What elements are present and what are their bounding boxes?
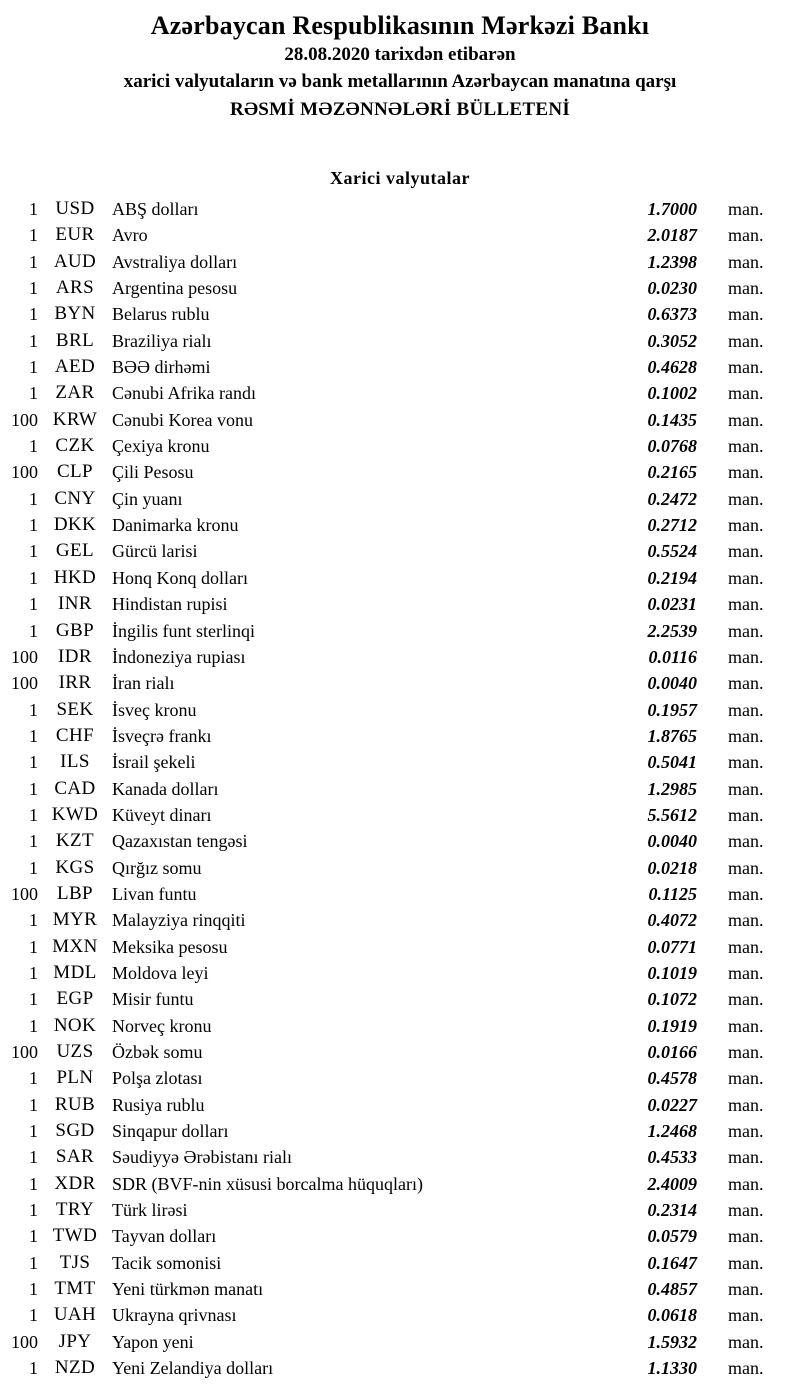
unit-label: man. [728, 910, 764, 931]
rate-row [0, 1250, 800, 1276]
unit-label: man. [728, 1042, 764, 1062]
currency-code: SAR [55, 1146, 95, 1168]
unit-label: man. [728, 1094, 764, 1115]
unit-label: man. [728, 515, 764, 536]
quantity: 1 [29, 330, 38, 351]
rate-value: 5.5612 [647, 804, 697, 825]
rate-value: 1.2398 [647, 251, 697, 272]
currency-name: Belarus rublu [112, 304, 210, 325]
rate-value: 0.0231 [647, 594, 697, 615]
rate-row [0, 749, 800, 775]
quantity: 1 [29, 488, 38, 509]
currency-code: DKK [53, 514, 97, 536]
currency-code: TWD [52, 1225, 98, 1247]
currency-name: İsrail şekeli [112, 752, 196, 773]
unit-label: man. [728, 1252, 764, 1273]
unit-label: man. [728, 1358, 764, 1379]
currency-code: SGD [55, 1120, 95, 1142]
currency-code: IDR [58, 645, 92, 667]
rate-row [0, 644, 800, 670]
currency-name: Çili Pesosu [112, 462, 194, 483]
currency-name: İndoneziya rupiası [112, 646, 246, 667]
currency-name: SDR (BVF-nin xüsusi borcalma hüquqları) [112, 1173, 423, 1194]
currency-code: JPY [58, 1330, 92, 1352]
rate-row [0, 697, 800, 723]
rate-row [0, 328, 800, 354]
currency-name: Qazaxıstan tengəsi [112, 831, 248, 852]
quantity: 1 [29, 1147, 38, 1168]
rate-row [0, 354, 800, 380]
rate-value: 0.0040 [647, 673, 697, 694]
currency-code: KGS [55, 856, 95, 878]
currency-code: CLP [56, 461, 94, 483]
rate-value: 0.0579 [647, 1226, 697, 1247]
subtitle-line: xarici valyutaların və bank metallarının Azərbaycan manatına qarşı [123, 71, 677, 92]
currency-code: USD [55, 198, 95, 219]
unit-label: man. [728, 1226, 764, 1247]
rate-value: 0.0618 [647, 1305, 697, 1326]
unit-label: man. [728, 1200, 764, 1221]
currency-code: MDL [53, 961, 97, 983]
quantity: 1 [29, 778, 38, 799]
currency-name: İran rialı [112, 673, 175, 694]
unit-label: man. [728, 936, 764, 957]
rate-value: 2.2539 [647, 620, 697, 641]
unit-label: man. [728, 199, 764, 219]
unit-label: man. [728, 646, 764, 667]
rate-value: 2.0187 [647, 225, 697, 246]
rate-row [0, 249, 800, 275]
rate-value: 1.5932 [647, 1331, 697, 1352]
quantity: 1 [29, 436, 38, 457]
unit-label: man. [728, 251, 764, 272]
currency-name: İsveçrə frankı [112, 725, 212, 746]
rate-value: 0.1647 [647, 1252, 697, 1273]
currency-name: Tayvan dolları [112, 1226, 217, 1247]
currency-name: Cənubi Afrika randı [112, 383, 256, 404]
quantity: 100 [11, 646, 38, 667]
rate-row [0, 222, 800, 248]
currency-code: PLN [56, 1067, 94, 1089]
quantity: 1 [29, 541, 38, 562]
currency-name: Honq Konq dolları [112, 567, 248, 588]
quantity: 100 [11, 1331, 38, 1352]
bulletin-title: RƏSMİ MƏZƏNNƏLƏRİ BÜLLETENİ [229, 99, 571, 120]
currency-code: LBP [56, 882, 94, 904]
currency-name: Moldova leyi [112, 962, 209, 983]
rate-row [0, 1065, 800, 1091]
rate-value: 1.2985 [647, 778, 697, 799]
currency-name: Rusiya rublu [112, 1094, 205, 1115]
quantity: 1 [29, 752, 38, 773]
unit-label: man. [728, 725, 764, 746]
currency-code: KZT [55, 830, 95, 852]
currency-code: INR [58, 593, 92, 615]
rate-row [0, 618, 800, 644]
rate-row [0, 1171, 800, 1197]
rate-row [0, 591, 800, 617]
currency-name: Yapon yeni [112, 1331, 194, 1352]
currency-code: HKD [53, 566, 97, 588]
rate-value: 0.5524 [647, 541, 697, 562]
quantity: 1 [29, 383, 38, 404]
currency-name: Tacik somonisi [112, 1252, 222, 1273]
currency-code: KWD [51, 803, 99, 825]
unit-label: man. [728, 1173, 764, 1194]
currency-name: Avstraliya dolları [112, 251, 238, 272]
rate-value: 2.4009 [647, 1173, 697, 1194]
rate-row [0, 407, 800, 433]
currency-name: Argentina pesosu [112, 278, 238, 299]
rate-value: 1.1330 [647, 1358, 697, 1379]
rate-value: 0.1002 [647, 383, 697, 404]
currency-name: Polşa zlotası [112, 1068, 203, 1089]
currency-name: Səudiyyə Ərəbistanı rialı [112, 1147, 292, 1168]
unit-label: man. [728, 883, 764, 904]
rate-value: 1.2468 [647, 1121, 697, 1142]
quantity: 1 [29, 304, 38, 325]
rate-row [0, 802, 800, 828]
rate-row [0, 670, 800, 696]
rate-value: 0.1072 [647, 989, 697, 1010]
currency-code: CAD [54, 777, 96, 799]
rate-row [0, 1276, 800, 1302]
rate-row [0, 881, 800, 907]
quantity: 1 [29, 699, 38, 720]
rate-row [0, 565, 800, 591]
unit-label: man. [728, 857, 764, 878]
rate-row [0, 828, 800, 854]
rate-value: 0.3052 [647, 330, 697, 351]
quantity: 100 [11, 1042, 38, 1062]
quantity: 1 [29, 357, 38, 378]
unit-label: man. [728, 225, 764, 246]
rate-row [0, 723, 800, 749]
currency-name: Avro [112, 225, 148, 246]
quantity: 1 [29, 1200, 38, 1221]
currency-code: MYR [52, 909, 98, 931]
unit-label: man. [728, 383, 764, 404]
currency-code: SEK [56, 698, 94, 720]
unit-label: man. [728, 1147, 764, 1168]
quantity: 1 [29, 936, 38, 957]
rate-value: 0.2712 [647, 515, 697, 536]
rate-value: 0.0771 [647, 936, 697, 957]
currency-name: Yeni Zelandiya dolları [112, 1358, 274, 1379]
currency-name: Çexiya kronu [112, 436, 210, 457]
rate-row [0, 275, 800, 301]
quantity: 1 [29, 962, 38, 983]
rate-row [0, 433, 800, 459]
quantity: 1 [29, 1226, 38, 1247]
currency-code: TRY [55, 1199, 95, 1221]
currency-name: Norveç kronu [112, 1015, 212, 1036]
rate-value: 0.0166 [647, 1042, 697, 1062]
currency-name: Özbək somu [112, 1042, 203, 1062]
rate-row [0, 1329, 800, 1355]
rate-value: 0.0218 [647, 857, 697, 878]
currency-name: Malayziya rinqqiti [112, 910, 246, 931]
rate-value: 0.4628 [647, 357, 697, 378]
rate-row [0, 776, 800, 802]
rate-value: 1.7000 [647, 199, 697, 219]
rate-row [0, 1013, 800, 1039]
currency-name: Livan funtu [112, 883, 197, 904]
unit-label: man. [728, 989, 764, 1010]
currency-code: EUR [55, 224, 95, 246]
unit-label: man. [728, 304, 764, 325]
rate-row [0, 907, 800, 933]
quantity: 100 [11, 409, 38, 430]
currency-name: Gürcü larisi [112, 541, 198, 562]
rate-value: 0.4857 [647, 1279, 697, 1300]
rate-value: 0.2194 [647, 567, 697, 588]
currency-code: CZK [55, 435, 95, 457]
rate-value: 0.0227 [647, 1094, 697, 1115]
rate-value: 0.4578 [647, 1068, 697, 1089]
currency-code: IRR [58, 672, 92, 694]
quantity: 1 [29, 1068, 38, 1089]
rate-value: 0.4072 [647, 910, 697, 931]
rate-row [0, 380, 800, 406]
unit-label: man. [728, 1279, 764, 1300]
unit-label: man. [728, 1121, 764, 1142]
rate-row [0, 196, 800, 222]
currency-name: Meksika pesosu [112, 936, 228, 957]
currency-name: Ukrayna qrivnası [112, 1305, 237, 1326]
quantity: 1 [29, 910, 38, 931]
rate-row [0, 1355, 800, 1381]
quantity: 1 [29, 725, 38, 746]
currency-code: EGP [56, 988, 94, 1010]
quantity: 1 [29, 857, 38, 878]
quantity: 1 [29, 1094, 38, 1115]
rate-value: 0.2165 [647, 462, 697, 483]
rate-value: 0.1435 [647, 409, 697, 430]
currency-name: Çin yuanı [112, 488, 183, 509]
currency-name: İsveç kronu [112, 699, 197, 720]
quantity: 100 [11, 883, 38, 904]
unit-label: man. [728, 436, 764, 457]
unit-label: man. [728, 330, 764, 351]
rate-row [0, 459, 800, 485]
quantity: 1 [29, 1015, 38, 1036]
rate-row [0, 1039, 800, 1065]
rate-value: 0.4533 [647, 1147, 697, 1168]
currency-code: BYN [54, 303, 96, 325]
quantity: 1 [29, 199, 38, 219]
currency-name: Braziliya rialı [112, 330, 212, 351]
rate-value: 0.6373 [647, 304, 697, 325]
rates-table [0, 196, 800, 1381]
unit-label: man. [728, 962, 764, 983]
rate-value: 0.1957 [647, 699, 697, 720]
currency-code: ARS [55, 277, 95, 299]
currency-name: Qırğız somu [112, 857, 202, 878]
currency-name: Sinqapur dolları [112, 1121, 229, 1142]
rate-row [0, 1223, 800, 1249]
rate-value: 0.1919 [647, 1015, 697, 1036]
rate-row [0, 1118, 800, 1144]
currency-code: AED [54, 356, 96, 378]
unit-label: man. [728, 488, 764, 509]
currency-code: NOK [53, 1014, 97, 1036]
quantity: 1 [29, 251, 38, 272]
quantity: 1 [29, 620, 38, 641]
rate-row [0, 1092, 800, 1118]
rate-value: 0.2472 [647, 488, 697, 509]
rate-row [0, 1197, 800, 1223]
currency-name: Kanada dolları [112, 778, 219, 799]
quantity: 1 [29, 594, 38, 615]
rate-row [0, 486, 800, 512]
unit-label: man. [728, 357, 764, 378]
quantity: 1 [29, 804, 38, 825]
rate-value: 0.0116 [648, 646, 697, 667]
rate-row [0, 1144, 800, 1170]
currency-code: CHF [55, 724, 95, 746]
quantity: 1 [29, 1358, 38, 1379]
unit-label: man. [728, 1068, 764, 1089]
currency-code: ZAR [55, 382, 95, 404]
currency-name: Danimarka kronu [112, 515, 239, 536]
currency-code: UZS [56, 1041, 94, 1062]
rate-row [0, 512, 800, 538]
unit-label: man. [728, 620, 764, 641]
rate-row [0, 986, 800, 1012]
currency-code: MXN [52, 935, 98, 957]
rate-value: 0.0768 [647, 436, 697, 457]
quantity: 1 [29, 1121, 38, 1142]
quantity: 100 [11, 462, 38, 483]
unit-label: man. [728, 567, 764, 588]
unit-label: man. [728, 462, 764, 483]
unit-label: man. [728, 831, 764, 852]
currency-name: Hindistan rupisi [112, 594, 228, 615]
quantity: 1 [29, 515, 38, 536]
currency-code: NZD [54, 1357, 96, 1379]
effective-date-line: 28.08.2020 tarixdən etibarən [284, 44, 516, 65]
quantity: 1 [29, 567, 38, 588]
rate-row [0, 960, 800, 986]
currency-name: Yeni türkmən manatı [112, 1279, 264, 1300]
rate-row [0, 301, 800, 327]
rate-row [0, 855, 800, 881]
currency-code: CNY [54, 487, 96, 509]
rate-row [0, 1302, 800, 1328]
quantity: 1 [29, 1252, 38, 1273]
quantity: 1 [29, 278, 38, 299]
rate-value: 0.0230 [647, 278, 697, 299]
currency-code: KRW [52, 408, 98, 430]
currency-name: BƏƏ dirhəmi [112, 357, 211, 378]
quantity: 1 [29, 1173, 38, 1194]
rate-value: 0.0040 [647, 831, 697, 852]
quantity: 100 [11, 673, 38, 694]
unit-label: man. [728, 752, 764, 773]
currency-code: AUD [53, 250, 97, 272]
rate-row [0, 934, 800, 960]
currency-name: Misir funtu [112, 989, 194, 1010]
unit-label: man. [728, 278, 764, 299]
quantity: 1 [29, 1279, 38, 1300]
section-title-foreign-currencies: Xarici valyutalar [330, 168, 470, 188]
unit-label: man. [728, 673, 764, 694]
unit-label: man. [728, 1015, 764, 1036]
currency-name: İngilis funt sterlinqi [112, 620, 255, 641]
rate-value: 0.5041 [647, 752, 697, 773]
currency-code: ILS [60, 751, 90, 773]
unit-label: man. [728, 1305, 764, 1326]
rate-value: 0.2314 [647, 1200, 697, 1221]
currency-code: RUB [54, 1093, 96, 1115]
unit-label: man. [728, 1331, 764, 1352]
currency-name: Cənubi Korea vonu [112, 409, 253, 430]
bank-title: Azərbaycan Respublikasının Mərkəzi Bankı [150, 11, 650, 40]
currency-code: GEL [55, 540, 95, 562]
quantity: 1 [29, 831, 38, 852]
currency-code: XDR [54, 1172, 96, 1194]
unit-label: man. [728, 699, 764, 720]
quantity: 1 [29, 989, 38, 1010]
currency-name: ABŞ dolları [112, 199, 199, 219]
rate-value: 1.8765 [647, 725, 697, 746]
bulletin-header [0, 0, 800, 123]
quantity: 1 [29, 225, 38, 246]
currency-code: TMT [54, 1278, 96, 1300]
currency-name: Türk lirəsi [112, 1200, 188, 1221]
quantity: 1 [29, 1305, 38, 1326]
unit-label: man. [728, 804, 764, 825]
unit-label: man. [728, 541, 764, 562]
currency-code: GBP [55, 619, 95, 641]
unit-label: man. [728, 409, 764, 430]
rate-row [0, 538, 800, 564]
currency-code: BRL [55, 329, 95, 351]
unit-label: man. [728, 594, 764, 615]
rate-value: 0.1019 [647, 962, 697, 983]
currency-code: TJS [59, 1251, 91, 1273]
rate-value: 0.1125 [648, 883, 697, 904]
currency-code: UAH [53, 1304, 97, 1326]
unit-label: man. [728, 778, 764, 799]
currency-name: Küveyt dinarı [112, 804, 212, 825]
